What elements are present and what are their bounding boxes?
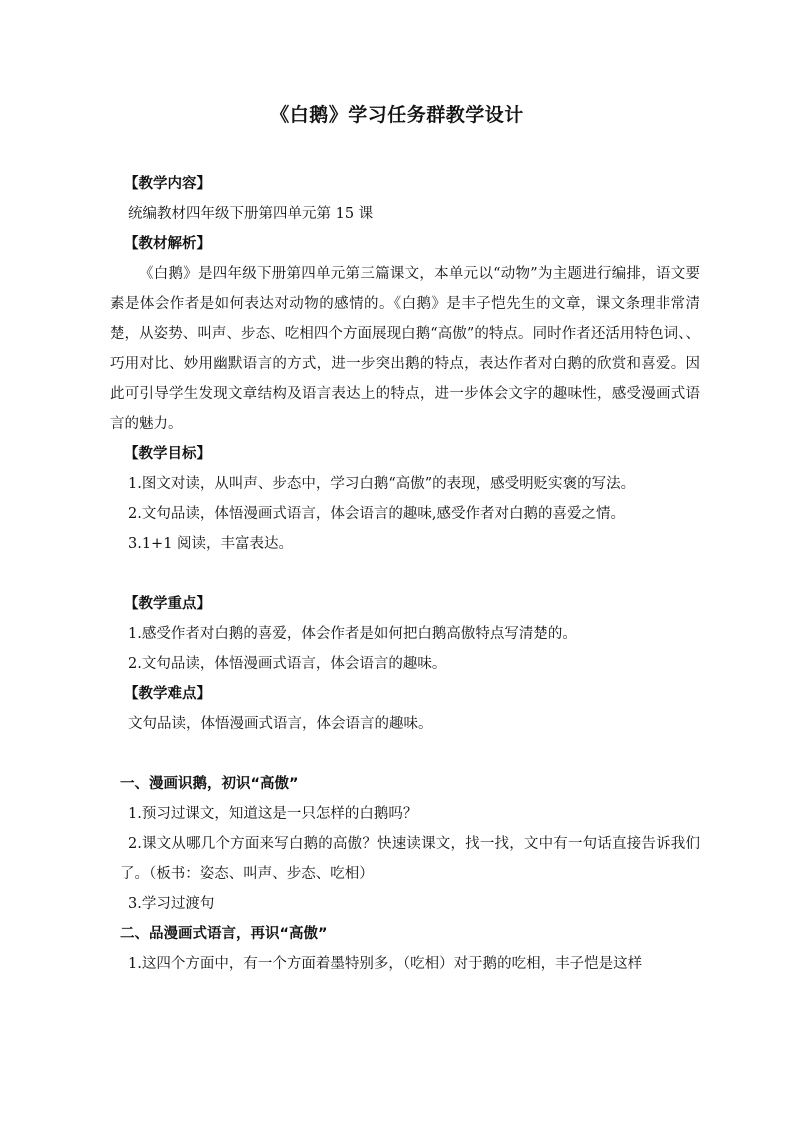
document-title: 《白鹅》学习任务群教学设计: [270, 104, 524, 126]
section-one-item: 2.课文从哪几个方面来写白鹅的高傲？快速读课文，找一找，文中有一句话直接告诉我们了。（板书：姿态、叫声、步态、吃相）: [120, 836, 700, 882]
spacer: [120, 739, 700, 769]
teaching-goal-item: 3.1+1 阅读，丰富表达。: [128, 536, 294, 552]
section-two-heading: 二、品漫画式语言，再识“高傲”: [120, 926, 328, 942]
section-two-item: 1.这四个方面中，有一个方面着墨特别多，（吃相）对于鹅的吃相，丰子恺是这样: [128, 956, 643, 972]
teaching-goal-item: 1.图文对读，从叫声、步态中，学习白鹅“高傲”的表现，感受明贬实褒的写法。: [128, 476, 636, 492]
section-one-item: 1.预习过课文，知道这是一只怎样的白鹅吗？: [128, 806, 418, 822]
textbook-analysis-heading: 【教材解析】: [124, 236, 211, 252]
document-body: [110, 169, 700, 979]
teaching-goal-item: 2.文句品读，体悟漫画式语言，体会语言的趣味,感受作者对白鹅的喜爱之情。: [128, 506, 625, 522]
textbook-analysis-text: 《白鹅》是四年级下册第四单元第三篇课文，本单元以“动物”为主题进行编排，语文要素是体会作者是如何表达对动物的感情的。《白鹅》是丰子恺先生的文章，课文条理非常清楚，从姿势、叫声、步态、吃相四个方面展现白鹅“高傲”的特点。同时作者还活用特色词、、巧用对比、妙用幽默语言的方式，进一步突出鹅的特点，表达作者对白鹅的欣赏和喜爱。因此可引导学生发现文章结构及语言表达上的特点，进一步体会文字的趣味性，感受漫画式语言的魅力。: [110, 266, 700, 432]
section-one-heading: 一、漫画识鹅，初识“高傲”: [120, 776, 299, 792]
teaching-content-heading: 【教学内容】: [124, 176, 211, 192]
key-point-item: 1.感受作者对白鹅的喜爱，体会作者是如何把白鹅高傲特点写清楚的。: [128, 626, 577, 642]
key-point-item: 2.文句品读，体悟漫画式语言，体会语言的趣味。: [128, 656, 447, 672]
teaching-goals-heading: 【教学目标】: [124, 446, 211, 462]
teaching-content-text: 统编教材四年级下册第四单元第 15 课: [128, 206, 374, 222]
spacer: [120, 559, 700, 589]
key-points-heading: 【教学重点】: [124, 596, 211, 612]
difficulty-heading: 【教学难点】: [124, 686, 211, 702]
section-one-item: 3.学习过渡句: [128, 896, 215, 912]
difficulty-text: 文句品读，体悟漫画式语言，体会语言的趣味。: [128, 716, 433, 732]
